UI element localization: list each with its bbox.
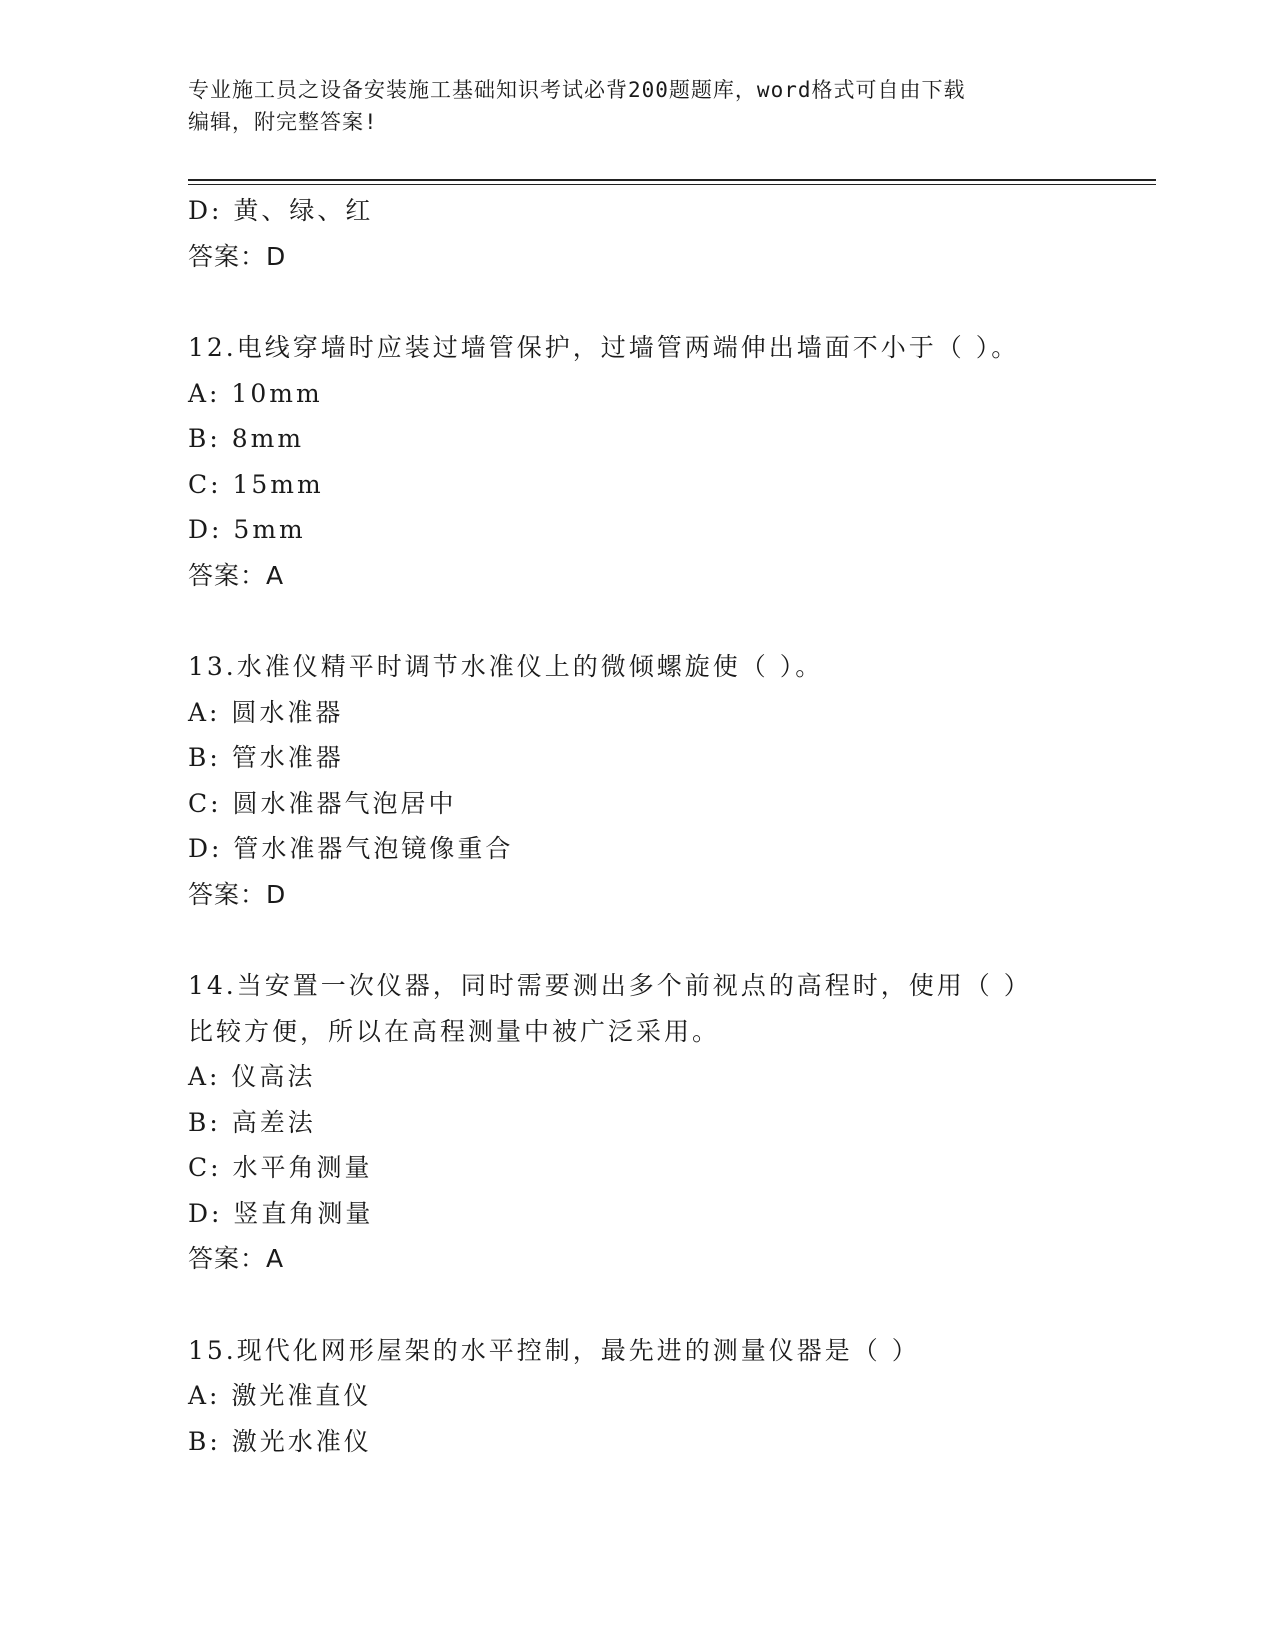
option-b: B: 8mm — [188, 424, 305, 453]
document-body — [188, 188, 1068, 1464]
option-d: D: 竖直角测量 — [188, 1198, 374, 1228]
option-b: B: 激光水准仪 — [188, 1426, 372, 1456]
answer-line: 答案：D — [188, 879, 287, 909]
question-stem: 12.电线穿墙时应装过墙管保护，过墙管两端伸出墙面不小于（ ）。 — [188, 333, 1020, 362]
option-a: A: 10mm — [188, 378, 323, 408]
question-stem-continued: 比较方便，所以在高程测量中被广泛采用。 — [188, 1016, 721, 1046]
option-c: C: 水平角测量 — [188, 1153, 373, 1182]
answer-line: 答案：A — [188, 560, 285, 590]
question-15 — [188, 1328, 1068, 1465]
question-13 — [188, 644, 1068, 917]
header-divider-thin — [188, 184, 1156, 185]
option-d: D: 管水准器气泡镜像重合 — [188, 834, 514, 863]
question-12 — [188, 325, 1068, 598]
option-d: D: 黄、绿、红 — [188, 196, 374, 225]
spacer — [188, 279, 1068, 325]
header-line-2: 编辑，附完整答案! — [188, 110, 378, 134]
question-stem: 15.现代化网形屋架的水平控制，最先进的测量仪器是（ ） — [188, 1335, 920, 1365]
option-a: A: 圆水准器 — [188, 697, 344, 727]
header-divider-thick — [188, 179, 1156, 181]
question-stem: 13.水准仪精平时调节水准仪上的微倾螺旋使（ ）。 — [188, 652, 824, 681]
option-a: A: 激光准直仪 — [188, 1381, 372, 1410]
question-14 — [188, 963, 1068, 1282]
option-a: A: 仪高法 — [188, 1062, 316, 1091]
option-c: C: 圆水准器气泡居中 — [188, 788, 457, 818]
option-d: D: 5mm — [188, 515, 306, 544]
page-header — [188, 74, 1068, 138]
question-stem: 14.当安置一次仪器，同时需要测出多个前视点的高程时，使用（ ） — [188, 971, 1032, 1000]
spacer — [188, 598, 1068, 644]
question-fragment — [188, 188, 1068, 279]
spacer — [188, 1282, 1068, 1328]
option-b: B: 高差法 — [188, 1107, 316, 1137]
spacer — [188, 917, 1068, 963]
option-b: B: 管水准器 — [188, 743, 344, 772]
answer-line: 答案：A — [188, 1244, 285, 1273]
header-line-1: 专业施工员之设备安装施工基础知识考试必背200题题库，word格式可自由下载 — [188, 78, 966, 102]
answer-line: 答案：D — [188, 241, 287, 271]
option-c: C: 15mm — [188, 469, 324, 499]
